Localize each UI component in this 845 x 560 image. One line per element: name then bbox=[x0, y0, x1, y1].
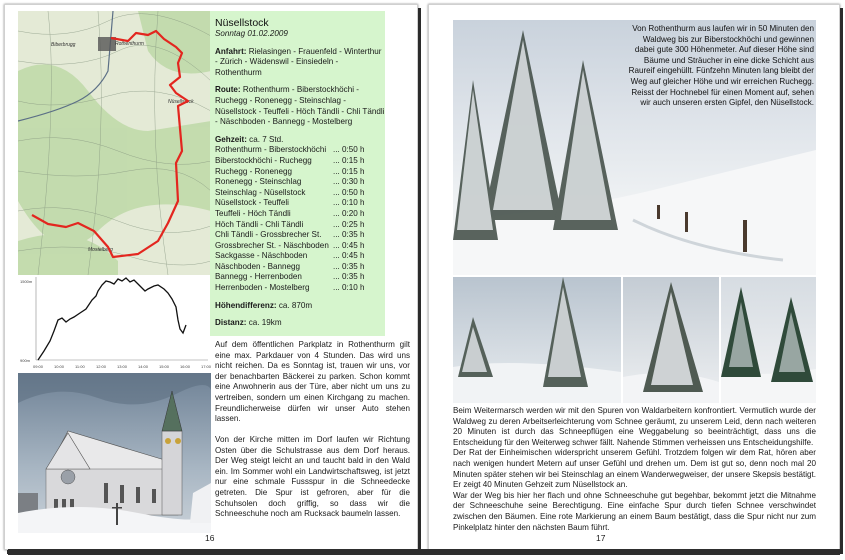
route-label: Route: bbox=[215, 85, 241, 95]
gehzeit-section bbox=[215, 135, 385, 146]
distanz-section bbox=[215, 318, 385, 329]
leg-row bbox=[215, 251, 385, 262]
leg-segment: Ronenegg - Steinschlag bbox=[215, 177, 302, 187]
leg-time: ... 0:50 h bbox=[333, 187, 365, 197]
leg-row bbox=[215, 145, 385, 156]
leg-time: ... 0:15 h bbox=[333, 166, 365, 176]
anfahrt-text: Rielasingen - Frauenfeld - Winterthur - Zürich - Wädenswil - Einsiedeln - Rothenthurm bbox=[215, 46, 382, 77]
leg-time: ... 0:35 h bbox=[333, 261, 365, 271]
leg-segment: Herrenboden - Mostelberg bbox=[215, 283, 310, 293]
route-section bbox=[215, 85, 385, 127]
x-tick-label: 11:00 bbox=[75, 364, 85, 369]
leg-time: ... 0:10 h bbox=[333, 198, 365, 208]
gehzeit-text: ca. 7 Std. bbox=[246, 134, 284, 144]
leg-time: ... 0:20 h bbox=[333, 208, 365, 218]
hoehe-section bbox=[215, 301, 385, 312]
paragraph-line-3: War der Weg bis hier her flach und ohne Schneeschuhe gut begehbar, bekommt jetzt die Mitnahme der Schneeschuhe seine Berechtigung. Eine einfache Spur durch tiefen Schnee verschwindet zwischen den Bäumen. Eine rote Markierung an einem Baum bestätigt, dass die Spur nicht nur zum Pinkelplatz hinter den nächsten Baum führt. bbox=[453, 490, 816, 532]
paragraph-line-2: Der Rat der Einheimischen widerspricht unserem Gefühl. Trotzdem folgen wir dem Rat, hören aber nach wenigen hundert Metern auf unser Gefühl und drehen um. Dem ist gut so, denn noch mal 20 Minuten später stehen wir bei Steinschlag an einem Wanderwegweiser, der unsere Skepsis bestätigt. Er zeigt 40 Minuten Gehzeit zum Nüsellstock an. bbox=[453, 448, 816, 490]
leg-time: ... 0:45 h bbox=[333, 251, 365, 261]
hoehe-label: Höhendifferenz: bbox=[215, 300, 277, 310]
leg-row bbox=[215, 283, 385, 294]
leg-segment: Rothenthurm - Biberstockhöchi bbox=[215, 145, 327, 155]
leg-segment: Teuffeli - Höch Tändli bbox=[215, 208, 291, 218]
page-number-left: 16 bbox=[205, 533, 215, 543]
leg-segment: Näschboden - Bannegg bbox=[215, 261, 301, 271]
paragraph-line-1: Beim Weitermarsch werden wir mit den Spuren von Waldarbeitern konfrontiert. Vermutlich wurde der Waldweg zu deren Arbeitserleichterung vom Schnee geräumt, zu unserem Leid, denn nach weiteren 20 Minuten ist durch das Schneepflügen eine Weggabelung so beeinträchtigt, dass uns die Entscheidung für den Weiterweg schwer fällt. Nahende Stimmen verheissen uns Entscheidungshilfe. bbox=[453, 406, 816, 447]
leg-row bbox=[215, 262, 385, 273]
tour-info-box bbox=[210, 11, 385, 336]
leg-row bbox=[215, 198, 385, 209]
distanz-text: ca. 19km bbox=[246, 318, 282, 328]
leg-time: ... 0:35 h bbox=[333, 230, 365, 240]
leg-time: ... 0:45 h bbox=[333, 240, 365, 250]
leg-time: ... 0:15 h bbox=[333, 155, 365, 165]
map-label-mostelberg: Mostelberg bbox=[88, 247, 113, 253]
leg-time: ... 0:50 h bbox=[333, 145, 365, 155]
route-map bbox=[18, 11, 211, 275]
tour-title: Nüsellstock bbox=[215, 17, 269, 29]
leg-segment: Nüsellstock - Teuffeli bbox=[215, 198, 289, 208]
x-tick-label: 16:00 bbox=[180, 364, 191, 369]
route-text: Rothenthurm - Biberstockhöchi - Ruchegg - Ronenegg - Steinschlag - Nüsellstock - Teuffeli - Höch Tändli - Chli Tändli - Näschboden - Bannegg - Mostelberg bbox=[215, 85, 385, 127]
leg-row bbox=[215, 167, 385, 178]
leg-time: ... 0:30 h bbox=[333, 177, 365, 187]
map-label-rothenthurm: Rothenthurm bbox=[115, 41, 144, 47]
elevation-profile bbox=[18, 275, 211, 371]
gehzeit-label: Gehzeit: bbox=[215, 134, 247, 144]
leg-time: ... 0:10 h bbox=[333, 283, 365, 293]
y-top-label: 1500m bbox=[20, 279, 33, 284]
leg-row bbox=[215, 209, 385, 220]
paragraph-weitermarsch bbox=[453, 406, 816, 533]
leg-segment: Ruchegg - Ronenegg bbox=[215, 166, 292, 176]
map-label-nusellstock: Nüsellstock bbox=[168, 99, 194, 105]
book-shadow bbox=[8, 549, 840, 555]
x-tick-label: 14:00 bbox=[138, 364, 149, 369]
leg-row bbox=[215, 272, 385, 283]
leg-segment: Chli Tändli - Grossbrecher St. bbox=[215, 230, 322, 240]
hoehe-text: ca. 870m bbox=[276, 300, 313, 310]
leg-row bbox=[215, 177, 385, 188]
distanz-label: Distanz: bbox=[215, 318, 247, 328]
elevation-line bbox=[38, 278, 186, 360]
leg-times-list bbox=[215, 145, 385, 293]
leg-time: ... 0:35 h bbox=[333, 272, 365, 282]
snow-trees-photo-1 bbox=[453, 277, 621, 403]
leg-segment: Grossbrecher St. - Näschboden bbox=[215, 240, 329, 250]
snow-trees-photo-3 bbox=[721, 277, 816, 403]
leg-time: ... 0:25 h bbox=[333, 219, 365, 229]
x-tick-label: 10:00 bbox=[54, 364, 65, 369]
leg-row bbox=[215, 230, 385, 241]
leg-segment: Bannegg - Herrenboden bbox=[215, 272, 302, 282]
x-tick-label: 15:00 bbox=[159, 364, 170, 369]
leg-row bbox=[215, 156, 385, 167]
paragraph-parking: Auf dem öffentlichen Parkplatz in Rothenthurm gilt eine max. Parkdauer von 4 Stunden. Das wird uns nicht reichen. Da es Sonntag ist, trauen wir uns, vor der benachbarten Bäckerei zu parken. Schon kommt eine Anwohnerin aus der Türe, aber nicht um uns zu vertreiben, sondern um einen Kirchgang zu machen. Freundlicherweise dürfen wir unser Auto stehen lassen. bbox=[215, 340, 410, 424]
x-tick-label: 17:00 bbox=[201, 364, 211, 369]
x-tick-label: 13:00 bbox=[117, 364, 128, 369]
leg-row bbox=[215, 220, 385, 231]
x-tick-label: 12:00 bbox=[96, 364, 107, 369]
anfahrt-label: Anfahrt: bbox=[215, 46, 247, 56]
page-number-right: 17 bbox=[596, 533, 606, 543]
tour-date: Sonntag 01.02.2009 bbox=[215, 29, 288, 38]
leg-row bbox=[215, 241, 385, 252]
church-photo bbox=[18, 373, 211, 533]
leg-segment: Höch Tändli - Chli Tändli bbox=[215, 219, 304, 229]
topographic-map bbox=[18, 11, 211, 275]
paragraph-church: Von der Kirche mitten im Dorf laufen wir Richtung Osten über die Schulstrasse aus dem Dorf heraus. Der Weg steigt leicht an und taucht bald in den Wald ein. Im Sommer wohl ein Landwirtschaftsweg, ist jetzt nur eine schmale Fussspur in die Schneedecke getreten. Die Spur ist gefroren, aber für die Schuhsolen doch griffig, so dass wir die Schneeschuhe noch am Rucksack baumeln lassen. bbox=[215, 435, 410, 519]
map-label-biberbrugg: Biberbrugg bbox=[51, 42, 76, 48]
leg-segment: Sackgasse - Näschboden bbox=[215, 251, 308, 261]
photo-overlay-text: Von Rothenthurm aus laufen wir in 50 Minuten den Waldweg bis zur Biberstockhöchi und gewinnen dabei gute 300 Höhenmeter. Auf dieser Höhe sind Bäume und Sträucher in eine dicke Schicht aus Raureif eingehüllt. Fünfzehn Minuten lang bleibt der Weg auf gleicher Höhe und wir erreichen Ruchegg. Reisst der Hochnebel für einen Moment auf, sehen wir auch unseren ersten Gipfel, den Nüsellstock. bbox=[628, 24, 814, 108]
leg-segment: Steinschlag - Nüsellstock bbox=[215, 187, 306, 197]
leg-segment: Biberstockhöchi - Ruchegg bbox=[215, 155, 312, 165]
y-bottom-label: 900m bbox=[20, 358, 31, 363]
x-tick-label: 09:00 bbox=[33, 364, 44, 369]
anfahrt-section bbox=[215, 47, 385, 79]
snow-trees-photo-2 bbox=[623, 277, 719, 403]
leg-row bbox=[215, 188, 385, 199]
